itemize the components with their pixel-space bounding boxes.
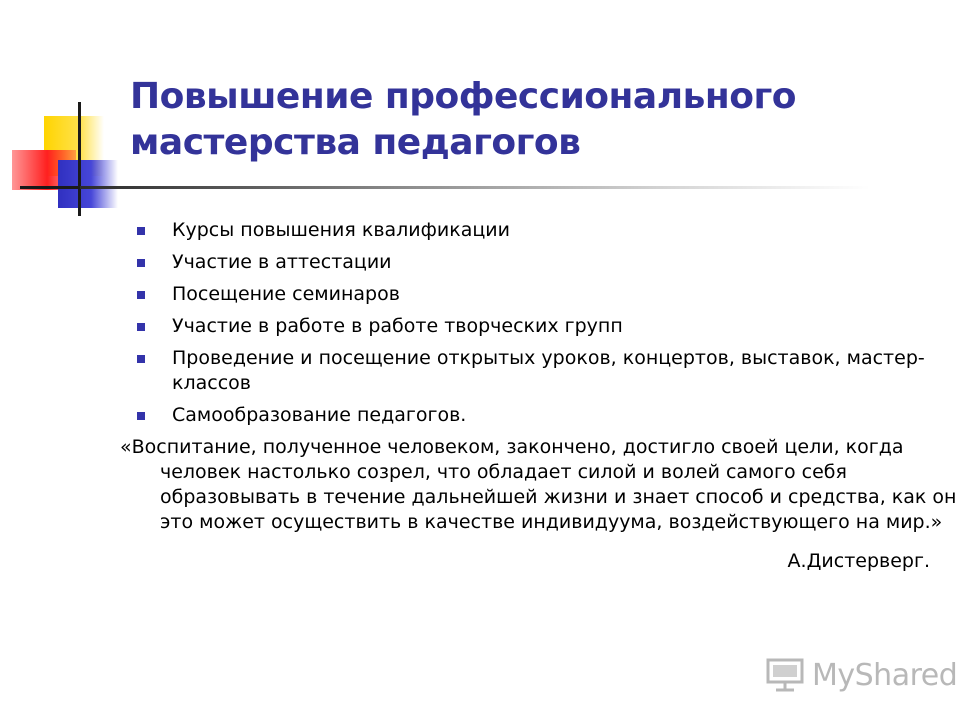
watermark-label: MyShared [812, 657, 958, 693]
slide-content [120, 218, 957, 574]
presentation-screen-icon [766, 658, 806, 692]
square-bullet-icon [137, 323, 145, 331]
bullet-text: Участие в работе в работе творческих групп [172, 315, 623, 337]
watermark-logo [766, 655, 957, 695]
slide-title-line-1: Повышение профессионального [130, 76, 796, 117]
bullet-text: Посещение семинаров [172, 283, 400, 305]
bullet-text: Курсы повышения квалификации [172, 219, 510, 241]
square-bullet-icon [137, 355, 145, 363]
square-bullet-icon [137, 227, 145, 235]
title-underline-rule [80, 186, 870, 189]
bullet-text: Участие в аттестации [172, 251, 392, 273]
bullet-item [132, 250, 942, 275]
bullet-item [132, 346, 942, 396]
slide-title-line-2: мастерства педагогов [130, 122, 581, 163]
bullet-item [132, 403, 942, 428]
corner-decoration [0, 0, 140, 230]
square-bullet-icon [137, 291, 145, 299]
blue-square-decoration [58, 160, 118, 208]
square-bullet-icon [137, 412, 145, 420]
bullet-list [132, 218, 942, 428]
bullet-item [132, 314, 942, 339]
quote-author: А.Дистерверг. [787, 550, 930, 572]
vertical-line-decoration [78, 102, 81, 216]
slide-title [130, 74, 910, 166]
bullet-item [132, 218, 942, 243]
quote-text: «Воспитание, полученное человеком, закончено, достигло своей цели, когда человек настолько созрел, что обладает силой и волей самого себя образовывать в течение дальнейшей жизни и знает способ и средства, как он это может осуществить в качестве индивидуума, воздействующего на мир.» [120, 436, 957, 533]
bullet-text: Самообразование педагогов. [172, 404, 467, 426]
bullet-text: Проведение и посещение открытых уроков, концертов, выставок, мастер- классов [172, 347, 925, 394]
square-bullet-icon [137, 259, 145, 267]
bullet-item [132, 282, 942, 307]
